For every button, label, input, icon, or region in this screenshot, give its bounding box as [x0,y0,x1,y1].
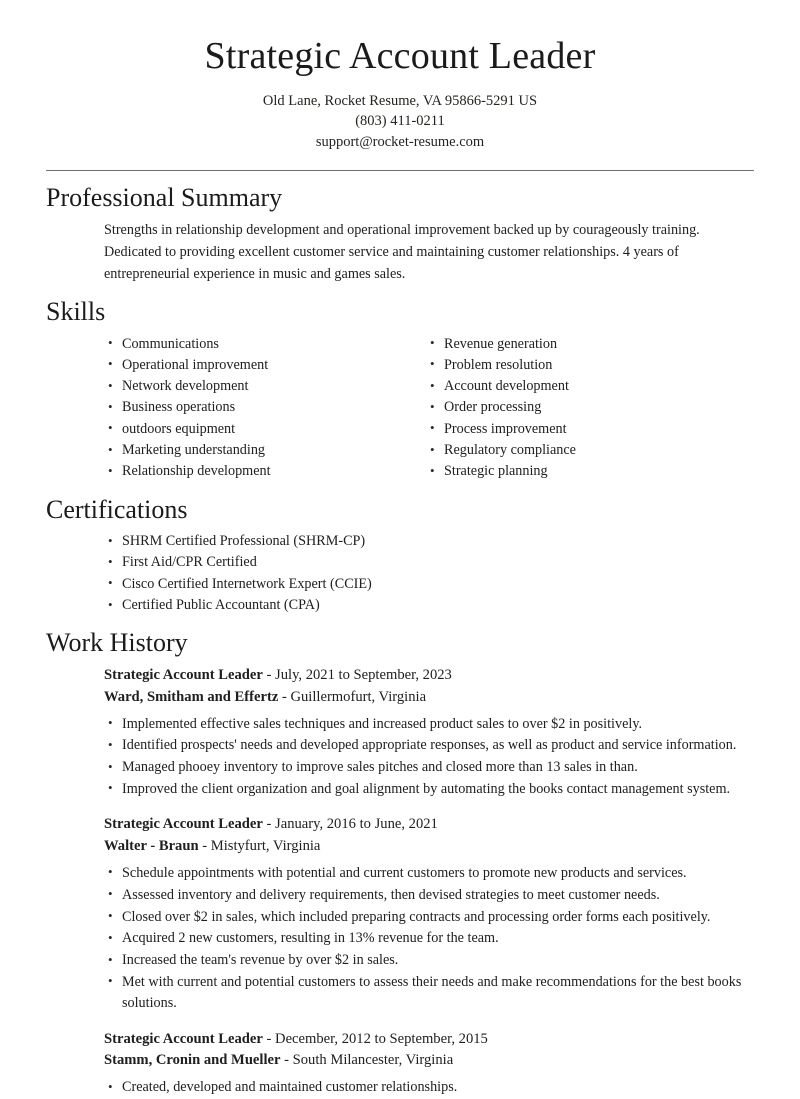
list-item: • SHRM Certified Professional (SHRM-CP) [122,531,754,552]
job-dates: - January, 2016 to June, 2021 [262,816,438,833]
header-divider [46,170,754,171]
list-item: • Revenue generation [444,334,754,355]
contact-phone: (803) 411-0211 [355,113,445,130]
section-title-skills: Skills [46,297,106,327]
job-location: - South Milancester, Virginia [280,1052,454,1069]
job-bullet: • Identified prospects' needs and developed appropriate responses, as well as product and service information. [122,735,754,756]
job-bullet-list [46,863,754,1015]
list-item: • Regulatory compliance [444,440,754,461]
list-item: • Order processing [444,397,754,418]
section-certifications [46,494,754,617]
job-role-line [104,814,754,835]
skills-list-left [46,334,400,483]
section-title-certifications: Certifications [46,494,188,524]
list-item: • Operational improvement [122,355,400,376]
contact-address: Old Lane, Rocket Resume, VA 95866-5291 US [262,92,538,109]
certifications-list [46,531,754,616]
list-item: • Strategic planning [444,461,754,482]
section-title-work-history: Work History [46,628,188,658]
job-entry [46,814,754,1014]
skills-list-right [400,334,754,483]
candidate-name: Strategic Account Leader [204,35,596,77]
list-item: • Network development [122,376,400,397]
job-location: - Guillermofurt, Virginia [278,688,427,705]
job-bullet: • Managed phooey inventory to improve sales pitches and closed more than 13 sales in than. [122,757,754,778]
list-item: • Relationship development [122,461,400,482]
job-bullet: • Assessed inventory and delivery requirements, then devised strategies to meet customer needs. [122,885,754,906]
job-entry [46,1029,754,1099]
section-work-history [46,627,754,1098]
job-bullet: • Increased the team's revenue by over $2 in sales. [122,950,754,971]
job-location: - Mistyfurt, Virginia [198,838,321,855]
contact-email: support@rocket-resume.com [315,133,485,150]
resume-header [46,0,754,153]
job-dates: - December, 2012 to September, 2015 [262,1030,488,1047]
section-title-summary: Professional Summary [46,182,283,212]
job-bullet-list [46,714,754,801]
skills-columns [46,334,754,483]
job-role: Strategic Account Leader [104,816,263,833]
job-bullet: • Created, developed and maintained customer relationships. [122,1077,754,1098]
section-professional-summary [46,182,754,286]
list-item: • Account development [444,376,754,397]
job-bullet: • Improved the client organization and goal alignment by automating the books contact management system. [122,779,754,800]
skills-column-right [400,334,754,483]
summary-text: Strengths in relationship development and operational improvement backed up by courageously training. Dedicated to providing excellent customer service and maintaining customer relationships. 4 years of entrepreneurial experience in music and games sales. [104,222,700,283]
list-item: • Certified Public Accountant (CPA) [122,595,754,616]
job-bullet: • Closed over $2 in sales, which included preparing contracts and processing order forms each positively. [122,907,754,928]
job-dates: - July, 2021 to September, 2023 [262,666,452,683]
list-item: • Marketing understanding [122,440,400,461]
job-role-line [104,1029,754,1050]
job-bullet: • Schedule appointments with potential and current customers to promote new products and services. [122,863,754,884]
job-bullet-list [46,1077,754,1098]
section-skills [46,296,754,483]
list-item: • Problem resolution [444,355,754,376]
job-role-line [104,665,754,686]
list-item: • First Aid/CPR Certified [122,552,754,573]
job-bullet: • Met with current and potential customers to assess their needs and make recommendations for the best books solutions. [122,972,754,1015]
job-bullet: • Acquired 2 new customers, resulting in 13% revenue for the team. [122,928,754,949]
job-company: Stamm, Cronin and Mueller [104,1052,281,1069]
job-bullet: • Implemented effective sales techniques and increased product sales to over $2 in positively. [122,714,754,735]
job-company: Ward, Smitham and Effertz [104,688,279,705]
list-item: • Cisco Certified Internetwork Expert (CCIE) [122,574,754,595]
job-role: Strategic Account Leader [104,1030,263,1047]
list-item: • outdoors equipment [122,419,400,440]
list-item: • Business operations [122,397,400,418]
skills-column-left [46,334,400,483]
job-company-line [104,836,754,857]
list-item: • Process improvement [444,419,754,440]
job-company-line [104,687,754,708]
work-history-jobs [46,665,754,1099]
job-entry [46,665,754,800]
job-company-line [104,1050,754,1071]
job-company: Walter - Braun [104,838,199,855]
job-role: Strategic Account Leader [104,666,263,683]
list-item: • Communications [122,334,400,355]
